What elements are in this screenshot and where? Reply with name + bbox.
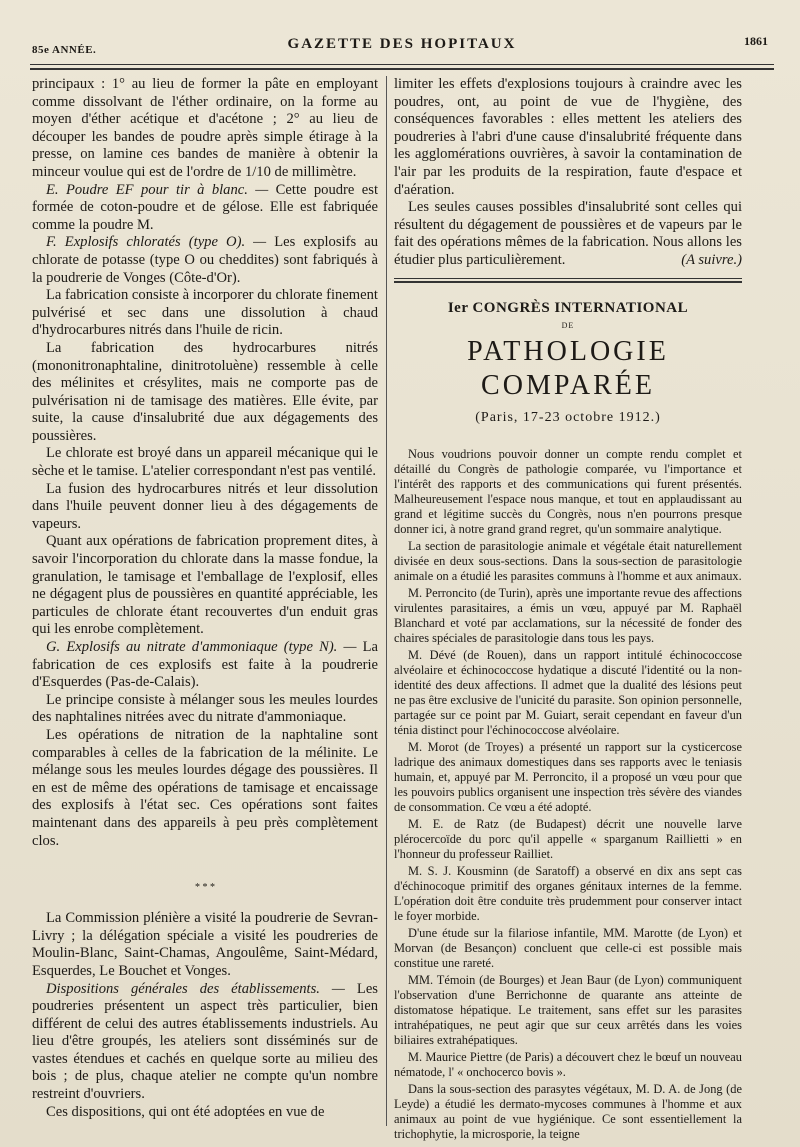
page-number: 1861	[744, 34, 768, 48]
section-heading: E. Poudre EF pour tir à blanc. —	[46, 181, 269, 198]
right-column	[394, 76, 742, 1142]
paragraph: limiter les effets d'explosions toujours à craindre avec les poudres, ont, au point de vue de l'hygiène, des conséquences favorables : elles mettent les ateliers des poudreries à l'abri d'une cause d'insalubrité fréquente dans les agglomérations ouvrières, à savoir la contamination de l'air par les produits de la respiration, faute d'espace et d'aération.	[394, 76, 742, 198]
column-divider	[386, 76, 387, 1126]
paragraph: Ces dispositions, qui ont été adoptées en vue de	[46, 1103, 325, 1120]
left-column	[32, 76, 378, 1121]
paragraph: D'une étude sur la filariose infantile, MM. Marotte (de Lyon) et Morvan (de Besançon) concluent que celle-ci est possible mais constitue une rareté.	[394, 925, 742, 970]
paragraph	[32, 234, 378, 287]
page-header	[28, 30, 776, 60]
paragraph-text: Les seules causes possibles d'insalubrité sont celles qui résultent du dégagement de poussières et de vapeurs par le fait des opérations mêmes de la fabrication. Nous allons les étudier plus particulièrement.	[394, 199, 742, 268]
paragraph: La fusion des hydrocarbures nitrés et leur dissolution dans l'huile peuvent donner lieu à des dégagements de vapeurs.	[32, 480, 378, 532]
paragraph: principaux : 1° au lieu de former la pâte en employant comme dissolvant de l'éther ordinaire, on la forme au moyen d'éther acétique et d'acétone ; 2° au lieu de découper les bandes de poudre après simple étirage à la presse, on lamine ces bandes de manière à obtenir la minceur voulue qui est de l'ordre de 1/10 de millimètre.	[32, 76, 378, 180]
article-rule	[394, 278, 742, 279]
paragraph: La section de parasitologie animale et végétale était naturellement divisée en deux sous-sections. Dans la sous-section de parasitologie animale on a étudié les parasites communs à l'homme et aux animaux.	[394, 538, 742, 583]
paragraph: M. Morot (de Troyes) a présenté un rapport sur la cysticercose ladrique des animaux domestiques dans ses rapports avec le teniasis humain, et, appuyé par M. Perroncito, il a proposé un vœu pour que les pouvoirs publics organisent une inspection très sévère des viandes de consommation. Ce vœu a été adopté.	[394, 739, 742, 814]
paragraph: M. Maurice Piettre (de Paris) a découvert chez le bœuf un nouveau nématode, l' « onchocerco bovis ».	[394, 1049, 742, 1079]
paragraph: MM. Témoin (de Bourges) et Jean Baur (de Lyon) communiquent l'observation d'une Berrichonne de quarante ans atteinte de distomatose hépatique. Le traitement, sans effet sur les parasites intrahépatiques, ne peut agir que sur ceux arrêtés dans les voies biliaires extrahépatiques.	[394, 972, 742, 1047]
paragraph: La Commission plénière a visité la poudrerie de Sevran-Livry ; la délégation spéciale a visité les poudreries de Moulin-Blanc, Saint-Chamas, Angoulême, Saint-Médard, Esquerdes, Le Bouchet et Vonges.	[32, 910, 378, 979]
section-heading: Dispositions générales des établissements. —	[46, 980, 345, 997]
congress-title: Ier CONGRÈS INTERNATIONAL	[447, 299, 689, 316]
congress-report	[394, 447, 742, 1142]
paragraph: Les opérations de nitration de la naphtaline sont comparables à celles de la fabrication de la mélinite. Le mélange sous les meules lourdes dégage des poussières. Il en est de même des opérations de tamisage et encaissage des explosifs à l'état sec. Ces opérations sont faites maintenant dans des appareils à peu près complètement clos.	[32, 726, 378, 849]
paragraph	[32, 981, 378, 1104]
volume-year: 85e ANNÉE.	[32, 44, 97, 56]
paragraph	[394, 199, 742, 269]
header-rule-thick	[30, 68, 774, 70]
paragraph: M. S. J. Kousminn (de Saratoff) a observé en dix ans sept cas d'échinocoque primitif des organes génitaux internes de la femme. L'opération doit être conduite très prudemment pour conserver intact le foyer morbide.	[394, 863, 742, 923]
article-rule-thick	[394, 281, 742, 283]
paragraph-text: Les poudreries présentent un aspect très particulier, bien différent de celui des autres établissements industriels. Au lieu d'être groupés, les ateliers sont disséminés sur de vastes étendues et cachés en quelque sorte au milieu des bois ; de plus, chaque atelier ne compte qu'un nombre restreint d'ouvriers.	[32, 980, 378, 1103]
paragraph: Le chlorate est broyé dans un appareil mécanique qui le sèche et le tamise. L'atelier correspondant n'est pas ventilé.	[32, 445, 378, 480]
to-be-continued: (A suivre.)	[681, 251, 742, 268]
paragraph: Dans la sous-section des parasytes végétaux, M. D. A. de Jong (de Leyde) a étudié les dermato-mycoses communes à l'homme et aux animaux au point de vue hygiénique. Ce sont essentiellement la trichophytie, la microsporie, la teigne	[394, 1081, 742, 1141]
section-separator: * * *	[195, 882, 215, 894]
congress-de: DE	[561, 320, 575, 330]
congress-subject: PATHOLOGIE COMPARÉE	[467, 335, 669, 401]
paragraph: Le principe consiste à mélanger sous les meules lourdes des naphtalines nitrées avec du nitrate d'ammoniaque.	[32, 691, 378, 726]
paragraph: Quant aux opérations de fabrication proprement dites, à savoir l'incorporation du chlorate dans la masse fondue, la granulation, le tamisage et l'emballage de l'explosif, elles ne dégagent plus de poussières en quantité appréciable, les particules de chlorate étant recouvertes d'un enduit gras qui les enrobe complètement.	[32, 533, 378, 638]
paragraph: M. Dévé (de Rouen), dans un rapport intitulé échinococcose alvéolaire et échinococcose hydatique a discuté l'identité ou la non-identité des deux affections. Il admet que la dualité des lésions peut ne pas être exclusive de l'unicité du parasite. Son opinion personnelle, partagée sur ce point par M. Guiart, serait cependant en faveur d'un ténia distinct pour l'échinococcose alvéolaire.	[394, 647, 742, 737]
paragraph: La fabrication des hydrocarbures nitrés (mononitronaphtaline, dinitrotoluène) ressemble à celle des mélinites et crésylites, mais ne comporte pas de pulvérisation ni de tamisage des matières. Elle évite, par suite, la cause d'insalubrité due aux dégagements des poussières.	[32, 339, 378, 444]
paragraph: M. E. de Ratz (de Budapest) décrit une nouvelle larve plérocercoïde du porc qu'il appelle « sparganum Raillietti » en l'honneur du professeur Railliet.	[394, 816, 742, 861]
paragraph-text: Les explosifs au chlorate de potasse (type O ou cheddites) sont fabriqués à la poudrerie de Vonges (Côte-d'Or).	[32, 234, 378, 286]
congress-dates: (Paris, 17-23 octobre 1912.)	[475, 409, 661, 425]
paragraph	[32, 182, 378, 235]
header-rule	[30, 64, 774, 65]
paragraph: La fabrication consiste à incorporer du chlorate finement pulvérisé et sec dans une dissolution à chaud d'hydrocarbures nitrés dans l'huile de ricin.	[32, 287, 378, 339]
paragraph-text: Cette poudre est formée de coton-poudre et de gélose. Elle est fabriquée comme la poudre M.	[32, 181, 378, 233]
section-heading: F. Explosifs chloratés (type O). —	[46, 234, 267, 251]
journal-title: GAZETTE DES HOPITAUX	[287, 36, 517, 52]
paragraph: M. Perroncito (de Turin), après une importante revue des affections virulentes parasitaires, a émis un vœu, appuyé par M. Raphaël Blanchard et voté par acclamations, sur la nécessité de fonder des chaires spéciales de parasitologie dans tous les pays.	[394, 585, 742, 645]
paragraph-text: La fabrication de ces explosifs est faite à la poudrerie d'Esquerdes (Pas-de-Calais).	[32, 639, 378, 691]
paragraph: Nous voudrions pouvoir donner un compte rendu complet et détaillé du Congrès de pathologie comparée, vu l'importance et l'intérêt des rapports et des communications qui furent présentés. Malheureusement l'espace nous manque, et tout en applaudissant au grand et légitime succès du Congrès, nous n'en pourrons presque donner ici, à notre grand grand regret, qu'un sommaire analytique.	[394, 446, 742, 536]
paragraph	[32, 639, 378, 692]
section-heading: G. Explosifs au nitrate d'ammoniaque (type N). —	[46, 639, 357, 655]
